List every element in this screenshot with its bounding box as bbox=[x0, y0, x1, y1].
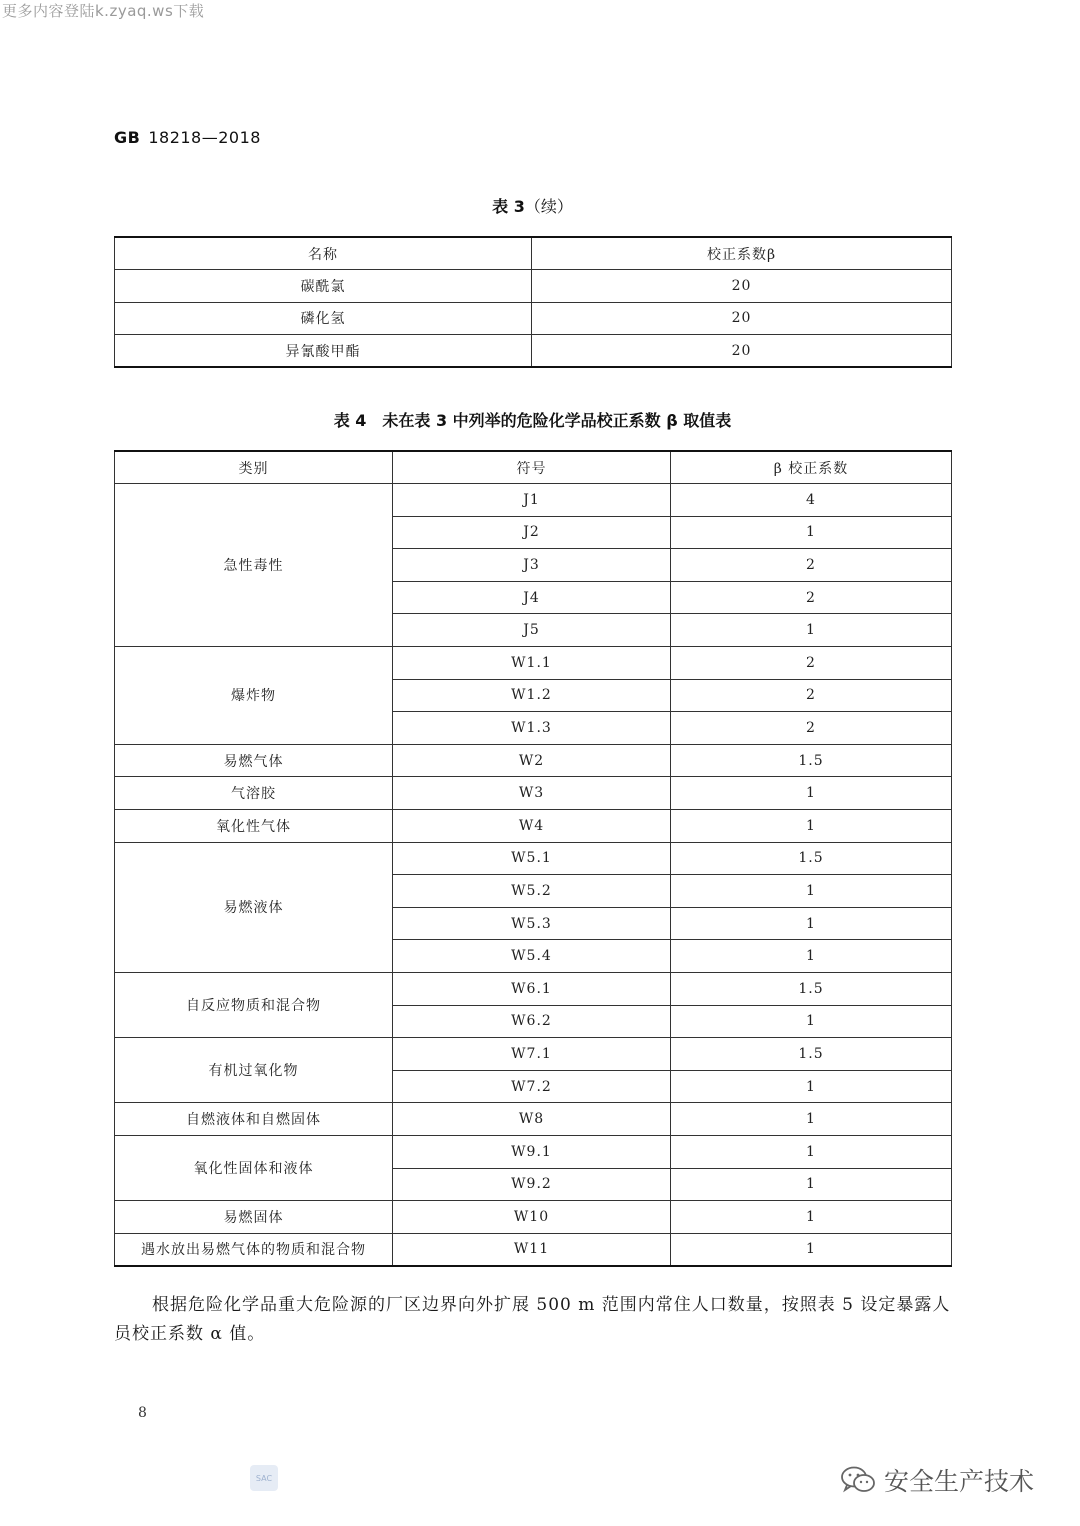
table4-caption: 表 4 未在表 3 中列举的危险化学品校正系数 β 取值表 bbox=[333, 411, 732, 430]
table4-body bbox=[115, 484, 952, 1266]
table4-cell-category: 急性毒性 bbox=[115, 484, 393, 647]
sac-logo: SAC bbox=[250, 1465, 278, 1491]
table-row bbox=[115, 744, 952, 777]
table-row bbox=[115, 484, 952, 517]
table4-cell-symbol: W1.3 bbox=[393, 712, 671, 745]
table-row bbox=[115, 1038, 952, 1071]
table4-cell-coef: 1.5 bbox=[671, 842, 952, 875]
wechat-icon bbox=[840, 1465, 876, 1495]
table4-cell-category: 遇水放出易燃气体的物质和混合物 bbox=[115, 1233, 393, 1266]
table-row bbox=[115, 302, 952, 335]
table4-cell-symbol: J1 bbox=[393, 484, 671, 517]
table4-cell-symbol: W2 bbox=[393, 744, 671, 777]
table4-cell-symbol: W6.2 bbox=[393, 1005, 671, 1038]
table4-cell-coef: 2 bbox=[671, 549, 952, 582]
table-row bbox=[115, 1103, 952, 1136]
table-row bbox=[115, 777, 952, 810]
table4-cell-coef: 1 bbox=[671, 516, 952, 549]
table4-cell-symbol: W10 bbox=[393, 1201, 671, 1234]
table3-cell-name: 磷化氢 bbox=[115, 302, 532, 335]
table4-cell-category: 有机过氧化物 bbox=[115, 1038, 393, 1103]
table4-cell-category: 易燃气体 bbox=[115, 744, 393, 777]
table4-cell-category: 易燃固体 bbox=[115, 1201, 393, 1234]
brand-name: 安全生产技术 bbox=[884, 1467, 1035, 1496]
table4-cell-symbol: W5.3 bbox=[393, 907, 671, 940]
table4-cell-symbol: W9.2 bbox=[393, 1168, 671, 1201]
table4-cell-coef: 1 bbox=[671, 810, 952, 843]
body-paragraph: 根据危险化学品重大危险源的厂区边界向外扩展 500 m 范围内常住人口数量，按照表 5 设定暴露人员校正系数 α 值。 bbox=[114, 1295, 951, 1344]
table4-cell-category: 氧化性固体和液体 bbox=[115, 1135, 393, 1200]
table4-cell-coef: 1 bbox=[671, 907, 952, 940]
table3-cell-coef: 20 bbox=[532, 270, 952, 303]
table4-cell-coef: 1 bbox=[671, 1005, 952, 1038]
table4-cell-coef: 1 bbox=[671, 1070, 952, 1103]
table4-cell-symbol: W9.1 bbox=[393, 1135, 671, 1168]
table4-cell-coef: 1 bbox=[671, 1201, 952, 1234]
table4-cell-coef: 1 bbox=[671, 1103, 952, 1136]
table4-cell-symbol: W1.1 bbox=[393, 647, 671, 680]
table4-cell-symbol: W1.2 bbox=[393, 679, 671, 712]
table-row bbox=[115, 1201, 952, 1234]
table4-cell-coef: 2 bbox=[671, 679, 952, 712]
table-row bbox=[115, 810, 952, 843]
table-row bbox=[115, 335, 952, 368]
table4-cell-category: 氧化性气体 bbox=[115, 810, 393, 843]
table3-cell-name: 异氰酸甲酯 bbox=[115, 335, 532, 368]
table4-cell-category: 自燃液体和自燃固体 bbox=[115, 1103, 393, 1136]
table4-cell-coef: 1 bbox=[671, 614, 952, 647]
table3-caption bbox=[114, 194, 951, 217]
table4-cell-symbol: J4 bbox=[393, 581, 671, 614]
table4-cell-category: 爆炸物 bbox=[115, 647, 393, 745]
table4-cell-category: 气溶胶 bbox=[115, 777, 393, 810]
table4-cell-coef: 1.5 bbox=[671, 973, 952, 1006]
table4-cell-coef: 2 bbox=[671, 647, 952, 680]
table4-cell-coef: 1 bbox=[671, 940, 952, 973]
table-row bbox=[115, 647, 952, 680]
table4-cell-coef: 2 bbox=[671, 581, 952, 614]
table4-cell-coef: 1.5 bbox=[671, 744, 952, 777]
table4-cell-symbol: W5.2 bbox=[393, 875, 671, 908]
table4-cell-symbol: W5.4 bbox=[393, 940, 671, 973]
table4-cell-symbol: W6.1 bbox=[393, 973, 671, 1006]
table3-cell-name: 碳酰氯 bbox=[115, 270, 532, 303]
watermark-text: 更多内容登陆k.zyaq.ws下载 bbox=[2, 2, 205, 20]
table-row bbox=[115, 973, 952, 1006]
table4-cell-symbol: W8 bbox=[393, 1103, 671, 1136]
table4-header-row bbox=[115, 451, 952, 484]
table4-header-category: 类别 bbox=[115, 451, 393, 484]
table4-cell-coef: 1 bbox=[671, 875, 952, 908]
table4-cell-symbol: W7.2 bbox=[393, 1070, 671, 1103]
table3-header-name: 名称 bbox=[115, 237, 532, 270]
table3-caption-label: 表 3 bbox=[492, 197, 525, 216]
table3-header-coef: 校正系数β bbox=[532, 237, 952, 270]
table4-cell-symbol: W3 bbox=[393, 777, 671, 810]
table4 bbox=[114, 450, 952, 1267]
table3-header-row bbox=[115, 237, 952, 270]
table3-caption-suffix: （续） bbox=[524, 197, 573, 216]
brand-watermark bbox=[840, 1460, 1034, 1500]
table4-cell-symbol: J5 bbox=[393, 614, 671, 647]
table4-cell-coef: 1 bbox=[671, 1233, 952, 1266]
table4-header-symbol: 符号 bbox=[393, 451, 671, 484]
table3-cell-coef: 20 bbox=[532, 302, 952, 335]
table4-cell-coef: 2 bbox=[671, 712, 952, 745]
table4-cell-symbol: W7.1 bbox=[393, 1038, 671, 1071]
table3 bbox=[114, 236, 952, 368]
table4-cell-coef: 4 bbox=[671, 484, 952, 517]
table-row bbox=[115, 842, 952, 875]
table4-cell-symbol: J3 bbox=[393, 549, 671, 582]
table4-cell-coef: 1.5 bbox=[671, 1038, 952, 1071]
table-row bbox=[115, 270, 952, 303]
table-row bbox=[115, 1233, 952, 1266]
table4-cell-symbol: W4 bbox=[393, 810, 671, 843]
table4-cell-coef: 1 bbox=[671, 1168, 952, 1201]
table3-cell-coef: 20 bbox=[532, 335, 952, 368]
table4-cell-symbol: W5.1 bbox=[393, 842, 671, 875]
table4-cell-symbol: W11 bbox=[393, 1233, 671, 1266]
gb-label: GB bbox=[114, 128, 141, 147]
standard-code: 18218—2018 bbox=[148, 128, 261, 147]
table4-header-coef: β 校正系数 bbox=[671, 451, 952, 484]
standard-number bbox=[114, 128, 261, 147]
table4-cell-coef: 1 bbox=[671, 1135, 952, 1168]
table4-cell-symbol: J2 bbox=[393, 516, 671, 549]
table4-cell-category: 易燃液体 bbox=[115, 842, 393, 972]
table4-cell-category: 自反应物质和混合物 bbox=[115, 973, 393, 1038]
page-number: 8 bbox=[138, 1405, 147, 1421]
table4-cell-coef: 1 bbox=[671, 777, 952, 810]
table-row bbox=[115, 1135, 952, 1168]
